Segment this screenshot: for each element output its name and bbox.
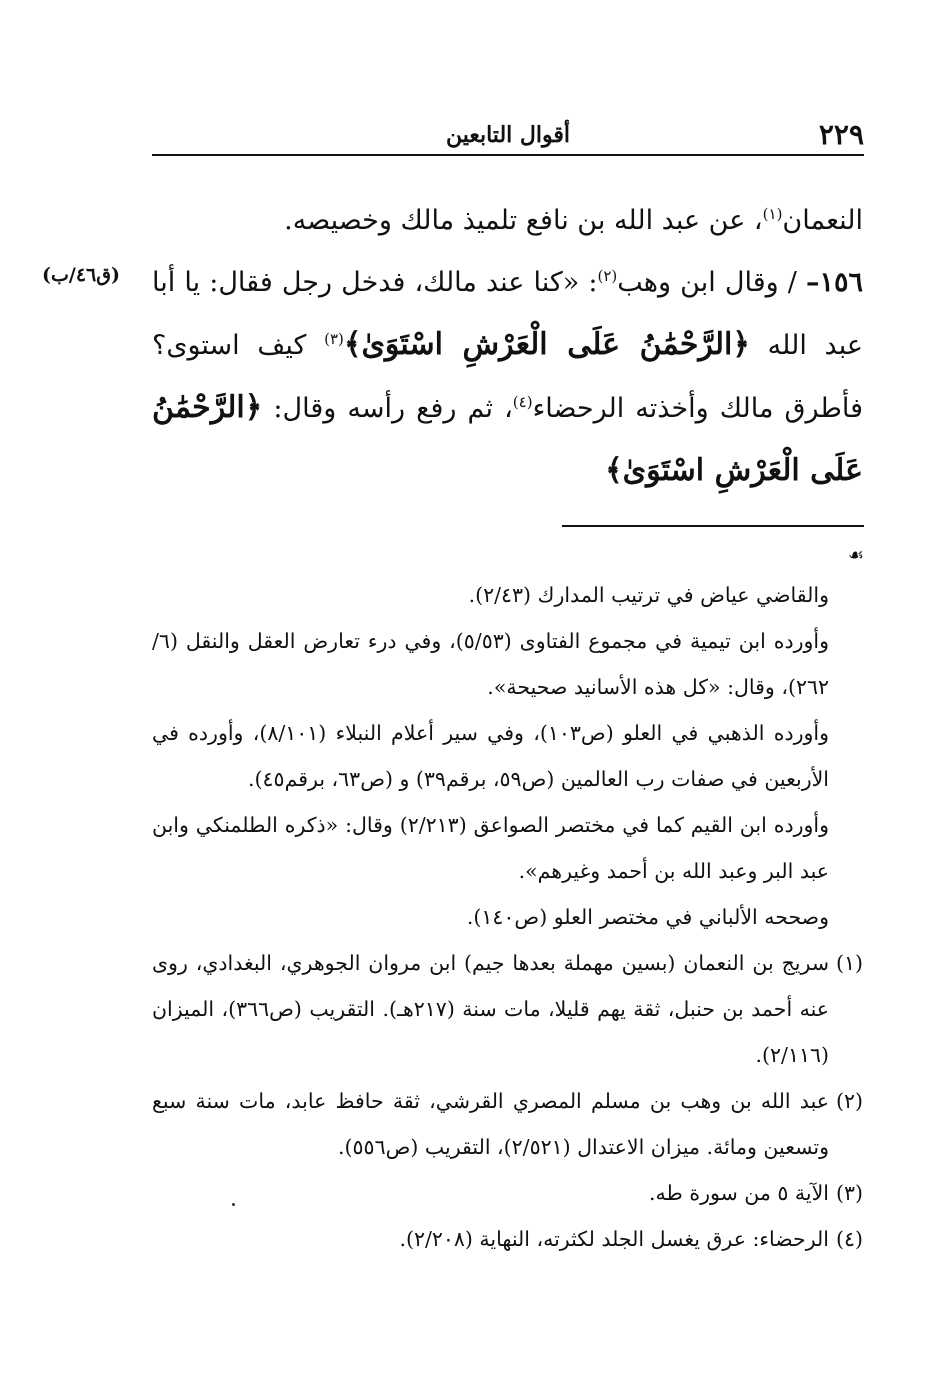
quran-verse-1: ﴿الرَّحْمَٰنُ عَلَى الْعَرْشِ اسْتَوَىٰ﴾ [343,327,750,362]
footnote-4 [152,1216,863,1262]
footnote-ref-3: (٣) [324,330,344,348]
item-number: ١٥٦– [805,267,863,298]
main-paragraph-156 [152,252,863,503]
footnote-3 [152,1170,863,1216]
footnote-1 [152,940,863,1078]
footnote-continued-line: وأورده الذهبي في العلو (ص١٠٣)، وفي سير أعلام النبلاء (٨/١٠١)، وأورده في الأربعين في صفات رب العالمين (ص٥٩، برقم٣٩) و (ص٦٣، برقم٤٥). [152,721,829,791]
footnote-separator [562,525,864,527]
manuscript-folio-ref: (ق٤٦/ب) [42,264,120,286]
para2-text-b: : «كنا عند مالك، فدخل رجل فقال: يا أبا عبد الله [152,267,863,361]
footnote-text: الآية ٥ من سورة طه. [649,1181,829,1205]
footnote-continued-line: وصححه الألباني في مختصر العلو (ص١٤٠). [466,905,829,929]
footnote-ref-4: (٤) [512,393,533,411]
quran-verse-2: ﴿الرَّحْمَٰنُ عَلَى الْعَرْشِ اسْتَوَىٰ﴾ [152,390,863,488]
footnote-ref-2: (٢) [597,267,618,285]
continuation-mark-icon: ☙ [847,545,865,566]
para1-text-b: ، عن عبد الله بن نافع تلميذ مالك وخصيصه. [284,205,763,236]
page-number: ٢٢٩ [818,118,864,151]
para2-text-d: ، ثم رفع رأسه وقال: [262,393,513,424]
running-title: أقوال التابعين [445,122,571,148]
footnote-text: عبد الله بن وهب بن مسلم المصري القرشي، ثقة حافظ عابد، مات سنة سبع وتسعين ومائة. ميزان الاعتدال (٢/٥٢١)، التقريب (ص٥٥٦). [152,1089,829,1159]
para1-text-a: النعمان [782,205,863,236]
footnote-2 [152,1078,863,1170]
footnote-continued-line: والقاضي عياض في ترتيب المدارك (٢/٤٣). [468,583,829,607]
footnote-marker: (١) [835,951,863,975]
footnote-text: سريج بن النعمان (بسين مهملة بعدها جيم) ابن مروان الجوهري، البغدادي، روى عنه أحمد بن حنبل، ثقة يهم قليلا، مات سنة (٢١٧هـ). التقريب (ص٣٦٦)، الميزان (٢/١١٦). [152,951,829,1067]
footnote-continued-line: وأورده ابن تيمية في مجموع الفتاوى (٥/٥٣)، وفي درء تعارض العقل والنقل (٦/ ٢٦٢)، وقال: «كل هذه الأسانيد صحيحة». [152,629,830,699]
footnote-continued-line: وأورده ابن القيم كما في مختصر الصواعق (٢/٢١٣) وقال: «ذكره الطلمنكي وابن عبد البر وعبد الله بن أحمد وغيرهم». [152,813,829,883]
footnote-ref-1: (١) [762,205,783,223]
stray-dot [232,1203,235,1206]
para2-text-c: كيف استوى؟ فأطرق مالك وأخذته الرحضاء [152,330,864,424]
footnote-text: الرحضاء: عرق يغسل الجلد لكثرته، النهاية (٢/٢٠٨). [399,1227,829,1251]
footnote-marker: (٢) [835,1089,863,1113]
main-text [152,190,863,503]
page-header [152,112,864,156]
para2-text-a: / وقال ابن وهب [617,267,806,298]
footnotes [152,572,863,1262]
main-paragraph-1 [152,190,863,252]
footnote-marker: (٣) [835,1181,863,1205]
footnote-marker: (٤) [835,1227,863,1251]
